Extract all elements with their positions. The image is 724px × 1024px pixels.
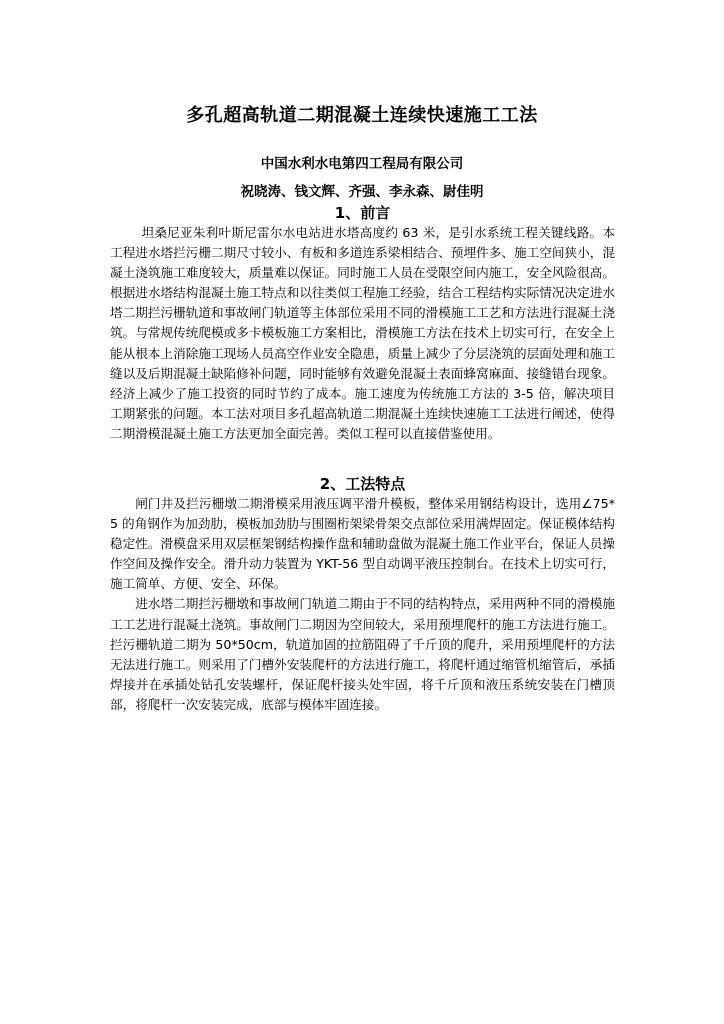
- paragraph: 闸门井及拦污栅墩二期滑模采用液压调平滑升模板，整体采用钢结构设计，选用∠75*5 的角钢作为加劲肋，模板加劲肋与围圈桁架梁骨架交点部位采用满焊固定。保证模体结构稳定性。滑模盘采用双层框架钢结构操作盘和辅助盘做为混凝土施工作业平台，保证人员操作空间及操作安全。滑升动力装置为 YKT-56 型自动调平液压控制台。在技术上切实可行，施工简单、方便、安全、环保。: [110, 496, 615, 592]
- section-features: [110, 474, 615, 715]
- section-preface: [110, 203, 615, 444]
- paragraph: 进水塔二期拦污栅墩和事故闸门轨道二期由于不同的结构特点，采用两种不同的滑模施工工艺进行混凝土浇筑。事故闸门二期因为空间较大，采用预埋爬杆的施工方法进行施工。拦污栅轨道二期为 50*50cm，轨道加固的拉筋阻碍了千斤顶的爬升，采用预埋爬杆的方法无法进行施工。则采用了门槽外安装爬杆的方法进行施工，将爬杆通过缩管机缩管后，承插焊接并在承插处钻孔安装螺杆，保证爬杆接头处牢固，将千斤顶和液压系统安装在门槽顶部，将爬杆一次安装完成，底部与模体牢固连接。: [110, 596, 615, 712]
- document-title: 多孔超高轨道二期混凝土连续快速施工工法: [186, 105, 538, 126]
- section-heading: 1、前言: [334, 204, 391, 222]
- organization-name: 中国水利水电第四工程局有限公司: [260, 156, 464, 172]
- paragraph: 坦桑尼亚朱利叶斯尼雷尔水电站进水塔高度约 63 米，是引水系统工程关键线路。本工程进水塔拦污栅二期尺寸较小、有板和多道连系梁相结合、预埋件多、施工空间狭小，混凝土浇筑施工难度较大，质量难以保证。同时施工人员在受限空间内施工，安全风险很高。根据进水塔结构混凝土施工特点和以往类似工程施工经验，结合工程结构实际情况决定进水塔二期拦污栅轨道和事故闸门轨道等主体部位采用不同的滑模施工工艺和方法进行混凝土浇筑。与常规传统爬模或多卡模板施工方案相比，滑模施工方法在技术上切实可行，在安全上能从根本上消除施工现场人员高空作业安全隐患，质量上减少了分层浇筑的层面处理和施工缝以及后期混凝土缺陷修补问题，同时能够有效避免混凝土表面蜂窝麻面、接缝错台现象。经济上减少了施工投资的同时节约了成本。施工速度为传统施工方法的 3-5 倍，解决项目工期紧张的问题。本工法对项目多孔超高轨道二期混凝土连续快速施工工法进行阐述，使得二期滑模混凝土施工方法更加全面完善。类似工程可以直接借鉴使用。: [110, 225, 615, 441]
- section-heading: 2、工法特点: [319, 475, 406, 493]
- author-list: 祝晓涛、钱文辉、齐强、李永森、尉佳明: [240, 184, 484, 200]
